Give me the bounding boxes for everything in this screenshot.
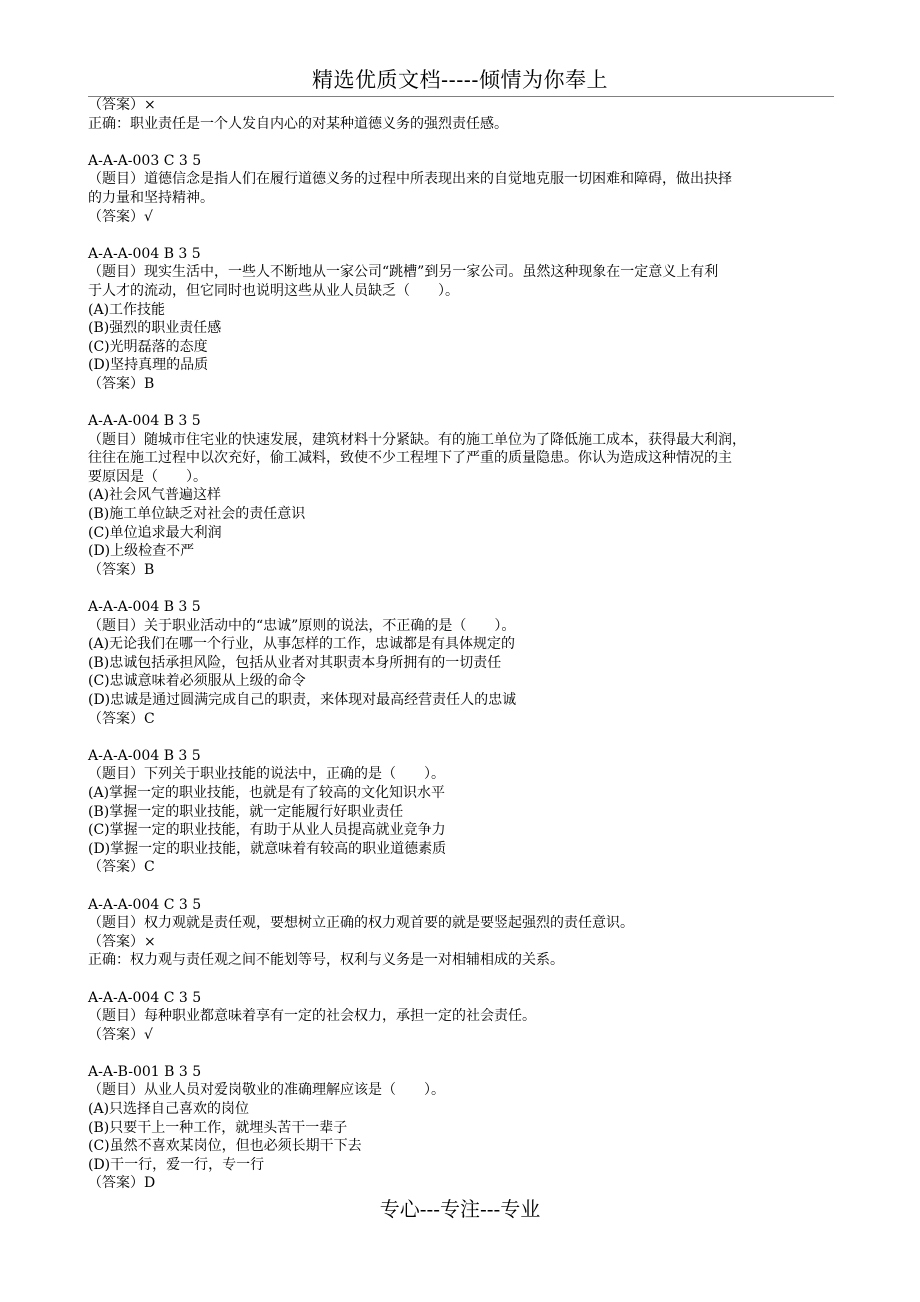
text-line: (C)忠诚意味着必须服从上级的命令 — [88, 673, 306, 690]
text-line: 正确：权力观与责任观之间不能划等号，权利与义务是一对相辅相成的关系。 — [88, 952, 564, 969]
text-line: (B)只要干上一种工作，就埋头苦干一辈子 — [88, 1119, 348, 1136]
question-block — [88, 96, 838, 133]
text-line: (A)工作技能 — [88, 301, 166, 318]
text-line: （答案）× — [88, 933, 156, 950]
question-block — [88, 152, 838, 226]
text-line: （题目）现实生活中，一些人不断地从一家公司“跳槽”到另一家公司。虽然这种现象在一定意义上有利 — [88, 264, 719, 281]
text-line: (D)干一行，爱一行，专一行 — [88, 1156, 265, 1173]
text-line: (C)光明磊落的态度 — [88, 338, 208, 355]
text-line: (C)掌握一定的职业技能，有助于从业人员提高就业竞争力 — [88, 822, 446, 839]
text-line: 正确：职业责任是一个人发自内心的对某种道德义务的强烈责任感。 — [88, 115, 508, 132]
text-line: （题目）下列关于职业技能的说法中，正确的是（ ）。 — [88, 766, 445, 783]
text-line: （答案）C — [88, 710, 155, 727]
text-line: (B)强烈的职业责任感 — [88, 320, 222, 337]
text-line: （题目）道德信念是指人们在履行道德义务的过程中所表现出来的自觉地克服一切困难和障碍，做出抉择 — [88, 171, 732, 188]
text-line: (D)上级检查不严 — [88, 543, 195, 560]
question-list — [88, 96, 838, 1212]
text-line: (D)忠诚是通过圆满完成自己的职责，来体现对最高经营责任人的忠诚 — [88, 692, 517, 708]
text-line: A-A-B-001 B 3 5 — [88, 1063, 202, 1080]
text-line: (A)掌握一定的职业技能，也就是有了较高的文化知识水平 — [88, 784, 446, 801]
text-line: (A)无论我们在哪一个行业，从事怎样的工作，忠诚都是有具体规定的 — [88, 636, 516, 653]
text-line: A-A-A-004 C 3 5 — [88, 896, 202, 913]
text-line: (A)社会风气普遍这样 — [88, 487, 222, 504]
text-line: (A)只选择自己喜欢的岗位 — [88, 1101, 250, 1118]
text-line: （答案）× — [88, 97, 156, 113]
question-block — [88, 1063, 838, 1193]
question-block — [88, 412, 838, 579]
text-line: （答案）√ — [88, 1026, 153, 1043]
text-line: （答案）C — [88, 859, 155, 876]
text-line: A-A-A-004 C 3 5 — [88, 989, 202, 1006]
text-line: A-A-A-004 B 3 5 — [88, 245, 201, 262]
text-line: A-A-A-004 B 3 5 — [88, 599, 201, 616]
text-line: （题目）关于职业活动中的“忠诚”原则的说法，不正确的是（ ）。 — [88, 617, 516, 634]
page-footer-text: 专心---专注---专业 — [379, 1197, 541, 1221]
page-header-title: 精选优质文档-----倾情为你奉上 — [312, 68, 608, 92]
text-line: A-A-A-003 C 3 5 — [88, 152, 202, 169]
text-line: 要原因是（ ）。 — [88, 468, 207, 485]
text-line: 的力量和坚持精神。 — [88, 189, 214, 206]
text-line: (B)掌握一定的职业技能，就一定能履行好职业责任 — [88, 803, 404, 820]
text-line: （题目）每种职业都意味着享有一定的社会权力，承担一定的社会责任。 — [88, 1008, 536, 1025]
question-block — [88, 598, 838, 728]
question-block — [88, 896, 838, 970]
text-line: (D)坚持真理的品质 — [88, 357, 209, 374]
text-line: 于人才的流动，但它同时也说明这些从业人员缺乏（ ）。 — [88, 282, 459, 299]
question-block — [88, 747, 838, 877]
text-line: （答案）D — [88, 1175, 156, 1192]
text-line: （答案）√ — [88, 208, 153, 225]
text-line: A-A-A-004 B 3 5 — [88, 747, 201, 764]
question-block — [88, 245, 838, 394]
text-line: (D)掌握一定的职业技能，就意味着有较高的职业道德素质 — [88, 840, 447, 857]
text-line: (B)施工单位缺乏对社会的责任意识 — [88, 506, 306, 523]
text-line: 往往在施工过程中以次充好，偷工减料，致使不少工程埋下了严重的质量隐患。你认为造成这种情况的主 — [88, 450, 732, 467]
text-line: （答案）B — [88, 375, 155, 392]
text-line: （题目）从业人员对爱岗敬业的准确理解应该是（ ）。 — [88, 1082, 445, 1099]
text-line: （答案）B — [88, 561, 155, 578]
text-line: （题目）随城市住宅业的快速发展，建筑材料十分紧缺。有的施工单位为了降低施工成本，获得最大利润， — [88, 431, 746, 448]
text-line: (C)虽然不喜欢某岗位，但也必须长期干下去 — [88, 1138, 362, 1155]
question-block — [88, 989, 838, 1045]
text-line: （题目）权力观就是责任观，要想树立正确的权力观首要的就是要竖起强烈的责任意识。 — [88, 915, 634, 932]
text-line: (C)单位追求最大利润 — [88, 524, 222, 541]
text-line: (B)忠诚包括承担风险，包括从业者对其职责本身所拥有的一切责任 — [88, 654, 502, 671]
text-line: A-A-A-004 B 3 5 — [88, 413, 201, 430]
